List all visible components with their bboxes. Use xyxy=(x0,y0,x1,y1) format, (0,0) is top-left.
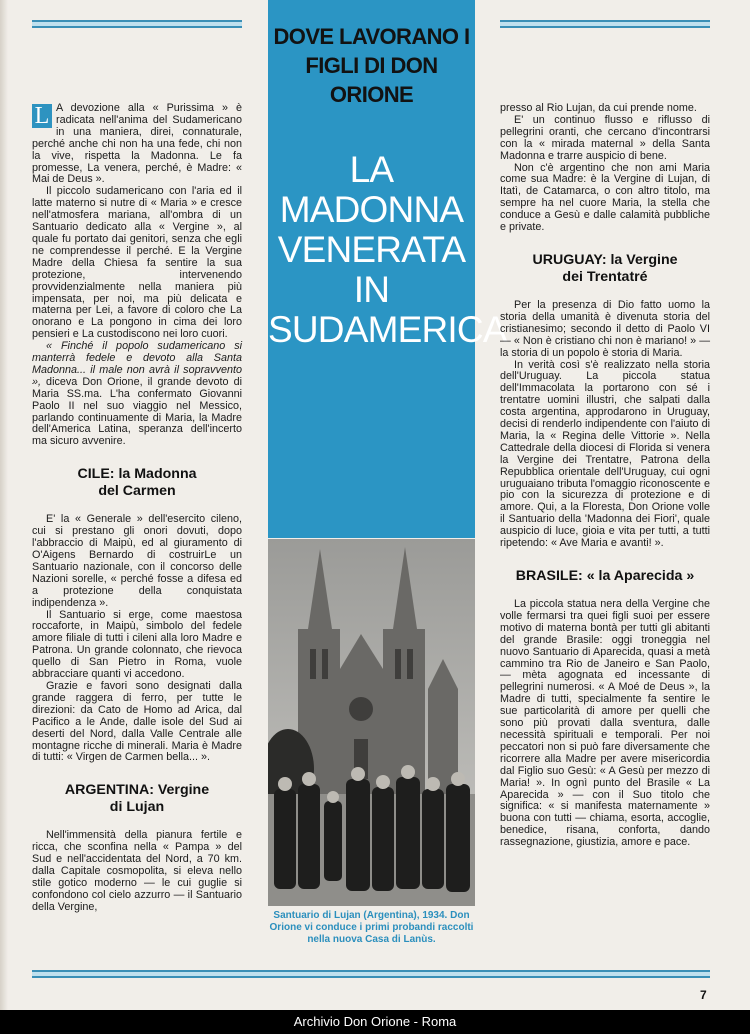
bottom-rule xyxy=(32,970,710,978)
cile-heading: CILE: la Madonna del Carmen xyxy=(77,466,197,500)
sanctuary-photo-graphic xyxy=(268,539,475,906)
intro-paragraph-3: « Finché il popolo sudamericano si manterrà fedele e devoto alla Santa Madonna... il male non avrà il sopravvento », diceva Don Orione, il grande devoto di Maria SS.ma. L'ha confermato Giovanni Paolo II nel suo viaggio nel Messico, parlando continuamente di Maria, la Madre dell'America Latina, speranza dell'incerto ma sicuro avvenire. xyxy=(32,340,242,448)
page-number: 7 xyxy=(700,988,707,1002)
top-rule-left xyxy=(32,20,242,28)
intro-paragraph-1: L A devozione alla « Purissima » è radicata nell'anima del Sudamericano in una maniera, direi, connaturale, perché anche chi non ha una fede, chi non la vive, rispetta la Madonna. Le fa promesse, La venera, perché, è Madre: « Mai de Deus ». xyxy=(32,102,242,186)
cile-paragraph-1: E' la « Generale » dell'esercito cileno, cui si prestano gli onori dovuti, dopo l'abbraccio di Maipù, ed al giuramento di O'Aigens Bernardo di costruirLe un Santuario nazionale, con il concorso delle Nazioni sorelle, « perché fosse a difesa ed a protezione della conquistata indipendenza ». xyxy=(32,513,242,609)
kicker-title: DOVE LAVORANO I FIGLI DI DON ORIONE xyxy=(273,24,470,107)
title-panel xyxy=(268,0,507,538)
uruguay-paragraph-1: Per la presenza di Dio fatto uomo la storia della umanità è divenuta storia del cristianesimo; secondo il detto di Paolo VI — « Non è cristiano chi non è mariano! » — la storia di un popolo è storia di Maria. xyxy=(500,298,710,359)
right-column xyxy=(500,103,710,849)
sanctuary-photo xyxy=(268,539,475,906)
cile-paragraph-3: Grazie e favori sono designati dalla grande raggera di ferro, per tutte le direzioni: da Cato de Homo ad Arica, dal Pacifico a le Ande, dalle isole del Sud ai deserti del Nord, dalla Valle Centrale alle montagne ricche di minerali. Maria è Madre di tutti: « Virgen de Carmen bella... ». xyxy=(32,679,242,764)
argentina-paragraph-1-cont: presso al Rio Lujan, da cui prende nome. xyxy=(500,102,697,114)
uruguay-heading: URUGUAY: la Vergine dei Trentatré xyxy=(532,251,678,285)
archive-footer: Archivio Don Orione - Roma xyxy=(0,1010,750,1034)
brasile-heading: BRASILE: « la Aparecida » xyxy=(515,568,695,584)
argentina-heading: ARGENTINA: Vergine di Lujan xyxy=(64,782,210,816)
drop-cap: L xyxy=(32,104,52,128)
argentina-paragraph-3: Non c'è argentino che non ami Maria come sua Madre: è la Vergine di Lujan, di Itatì, de Catamarca, o con altro titolo, ma sempre ha nel cuore Maria, la stella che conduce a Gesù e dalle calamità pubbliche e private. xyxy=(500,161,710,234)
uruguay-paragraph-2: In verità così s'è realizzato nella storia dell'Uruguay. La piccola statua dell'Immacolata la portarono con sé i trentatre uomini illustri, che salpati dalla costa argentina, approdarono in Uruguay, decisi di renderlo indipendente con l'aiuto di Maria, la « Regina delle Vittorie ». Nella Cattedrale della diocesi di Florida si venera la Vergine dei Trentatre, Patrona della Repubblica orientale dell'Uruguay, cui ogni uruguaiano tributa l'omaggio riconoscente e pio con la sicurezza di protezione e di amore. Qui, a la Floresta, Don Orione volle il Santuario della 'Madonna dei Fiori', quale auspicio di luce, gioia e vita per tutti, a tutti ripetendo: « Ave Maria e avanti! ». xyxy=(500,358,710,550)
headline: LA MADONNA VENERATA IN SUDAMERICA xyxy=(268,149,507,350)
argentina-paragraph-2: E' un continuo flusso e riflusso di pellegrini oranti, che cercano d'incontrarsi con la « mirada maternal » della Santa Madonna e trarre auspicio di bene. xyxy=(500,113,710,162)
argentina-paragraph-1: Nell'immensità della pianura fertile e ricca, che sconfina nella « Pampa » del Sud e nell'accidentata del Nord, a 70 km. dalla Capitale cosmopolita, si eleva nello stile gotico moderno — le cui guglie si confondono col cielo azzurro — il Santuario della Vergine, xyxy=(32,829,242,913)
photo-caption: Santuario di Lujan (Argentina), 1934. Don Orione vi conduce i primi probandi raccolti nella nuova Casa di Lanùs. xyxy=(269,910,474,945)
intro-paragraph-2: Il piccolo sudamericano con l'aria ed il latte materno si nutre di « Maria » e cresce nell'atmosfera mariana, all'ombra di un Santuario dedicato alla « Vergine », al quale fu portato dai genitori, senza che egli ne comprendesse il perché. E la Vergine Madre della Chiesa fa sentire la sua protezione, intervenendo provvidenzialmente nella maniera più impensata, per noi, ma più delicata e materna per Lei, a favore di coloro che La onorano e La pongono in cima dei loro pensieri e La custodiscono nei loro cuori. xyxy=(32,185,242,341)
page-binding-shadow xyxy=(0,0,8,1010)
cile-paragraph-2: Il Santuario si erge, come maestosa roccaforte, in Maipù, simbolo del fedele amore filiale di tutti i cileni alla loro Madre e Patrona. Un grande colonnato, che rievoca quello di San Pietro in Roma, vuole abbracciare quanti vi accedono. xyxy=(32,608,242,681)
left-column xyxy=(32,103,242,914)
top-rule-right xyxy=(500,20,710,28)
brasile-paragraph-1: La piccola statua nera della Vergine che volle fermarsi tra quei figli suoi per essere motivo di materna bontà per tutti gli abitanti del grande Brasile: oggi troneggia nel nuovo Santuario di Aparecida, quasi a metà cammino tra Rio de Janeiro e San Paolo, — mèta agognata ed incessante di pellegrini numerosi. « A Moé de Deus », la Madre di tutti, specialmente fa sentire le sue particolarità di amore per quelli che sono più provati dalla sventura, dalle necessità spirituali e temporali. Per noi peccatori non si può fare diversamente che ricorrere alla Madre per avere misericordia dal Figlio suo Gesù: « A Gesù per mezzo di Maria! ». In ognì punto del Brasile « La Aparecida » — con il Suo titolo che significa: « si manifesta maternamente » buona con tutti — chiama, esorta, accoglie, benedice, risana, conforta, dando rassegnazione, giustizia, amore e pace. xyxy=(500,598,710,849)
